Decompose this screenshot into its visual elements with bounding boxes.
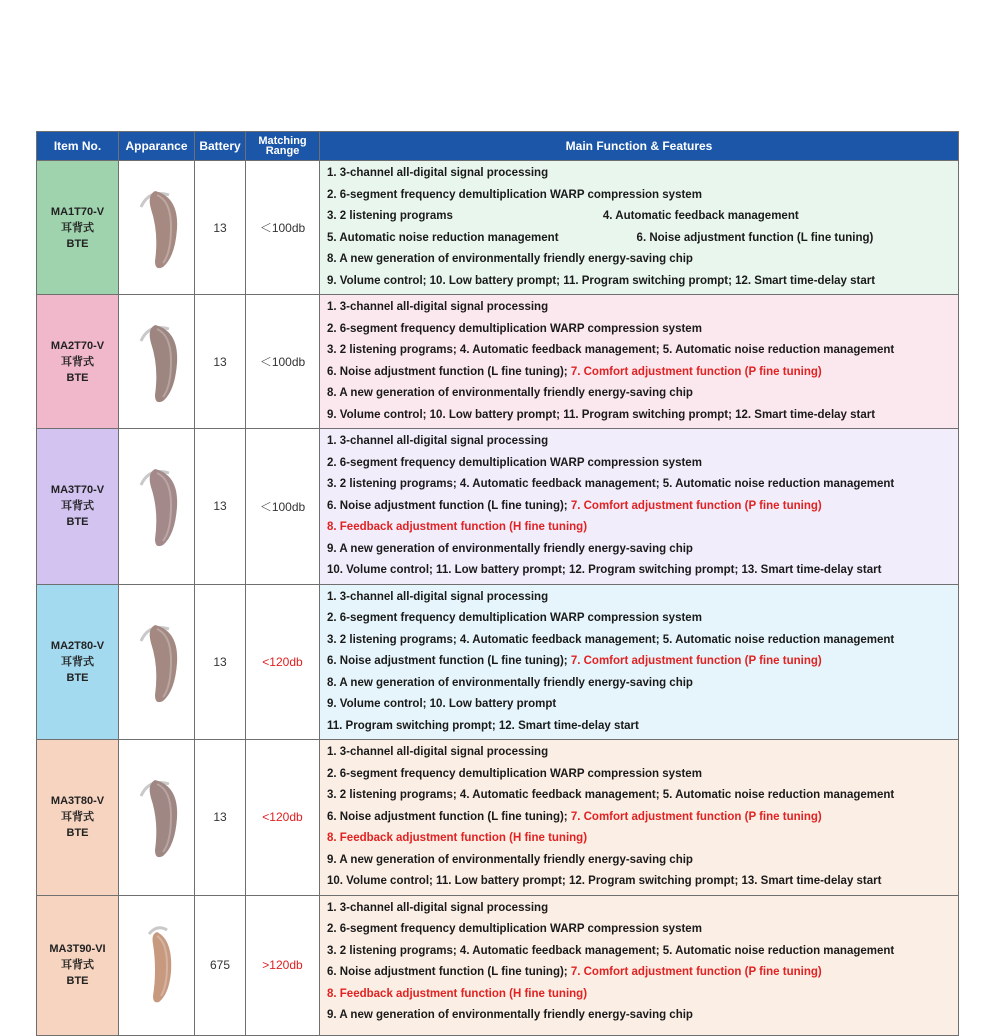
feature-line — [327, 941, 958, 963]
type-label: BTE — [66, 371, 89, 384]
table-body — [37, 161, 959, 1036]
feature-text: 2. 6-segment frequency demultiplication WARP compression system — [327, 456, 702, 469]
appearance-cell — [119, 584, 195, 740]
feature-line — [327, 431, 958, 453]
feature-text: 5. Automatic noise reduction management — [327, 231, 559, 244]
feature-line — [327, 517, 958, 539]
feature-line — [327, 694, 958, 716]
item-no-cell — [37, 740, 119, 896]
type-chinese: 耳背式 — [61, 959, 94, 971]
type-label: BTE — [66, 671, 89, 684]
feature-line — [327, 807, 958, 829]
item-no-cell — [37, 429, 119, 585]
appearance-cell — [119, 161, 195, 295]
matching-range-cell: ＜100db — [246, 295, 320, 429]
hearing-aid-icon — [127, 772, 187, 862]
feature-line — [327, 383, 958, 405]
feature-text: 3. 2 listening programs — [327, 210, 453, 222]
feature-text: 9. Volume control; 10. Low battery prompt; 11. Program switching prompt; 12. Smart time-delay start — [327, 274, 876, 287]
matching-range-cell: <120db — [246, 740, 320, 896]
model-number: MA2T70-V — [50, 339, 105, 352]
model-number: MA1T70-V — [50, 205, 105, 218]
feature-text: 7. Comfort adjustment function (P fine tuning) — [570, 499, 822, 512]
type-chinese: 耳背式 — [61, 655, 94, 668]
product-table-container — [36, 131, 958, 1036]
feature-text: 3. 2 listening programs; 4. Automatic feedback management; 5. Automatic noise reduction management — [327, 344, 895, 356]
feature-text: 2. 6-segment frequency demultiplication WARP compression system — [327, 767, 702, 780]
feature-text: 7. Comfort adjustment function (P fine tuning) — [570, 966, 822, 978]
table-header-row — [37, 132, 959, 161]
product-row — [37, 584, 959, 740]
feature-text: 7. Comfort adjustment function (P fine tuning) — [570, 810, 822, 823]
features-cell — [320, 584, 959, 740]
feature-line — [327, 496, 958, 518]
item-no-cell — [37, 295, 119, 429]
product-row — [37, 429, 959, 585]
appearance-cell — [119, 895, 195, 1035]
feature-line — [327, 163, 958, 185]
feature-text: 7. Comfort adjustment function (P fine tuning) — [570, 655, 822, 667]
product-spec-table — [36, 131, 959, 1036]
feature-line — [327, 673, 958, 695]
hearing-aid-icon — [127, 183, 187, 273]
appearance-cell — [119, 295, 195, 429]
feature-line — [327, 828, 958, 850]
feature-text: 6. Noise adjustment function (L fine tuning); — [327, 966, 571, 978]
matching-range-cell: <120db — [246, 584, 320, 740]
header-battery: Battery — [195, 132, 246, 161]
feature-text: 9. A new generation of environmentally friendly energy-saving chip — [327, 542, 693, 555]
feature-line — [327, 898, 958, 920]
feature-text: 8. A new generation of environmentally friendly energy-saving chip — [327, 253, 693, 265]
feature-text: 6. Noise adjustment function (L fine tuning); — [327, 655, 571, 667]
feature-text: 9. Volume control; 10. Low battery prompt — [327, 698, 557, 710]
type-label: BTE — [66, 237, 89, 250]
type-chinese: 耳背式 — [61, 221, 94, 234]
feature-text: 6. Noise adjustment function (L fine tuning); — [327, 499, 571, 512]
model-number: MA3T80-V — [50, 795, 105, 808]
feature-line — [327, 651, 958, 673]
feature-line — [327, 405, 958, 427]
feature-line — [327, 1005, 958, 1027]
feature-line — [327, 539, 958, 561]
item-no-cell — [37, 584, 119, 740]
feature-line — [327, 206, 958, 228]
feature-line — [327, 716, 958, 738]
battery-cell: 13 — [195, 740, 246, 896]
feature-line — [327, 742, 958, 764]
header-appearance: Apparance — [119, 132, 195, 161]
feature-text: 2. 6-segment frequency demultiplication WARP compression system — [327, 923, 702, 935]
feature-line — [327, 453, 958, 475]
feature-line — [327, 340, 958, 362]
hearing-aid-icon — [127, 920, 187, 1010]
type-chinese: 耳背式 — [61, 500, 94, 513]
feature-line — [327, 560, 958, 582]
matching-range-cell: ＜100db — [246, 429, 320, 585]
feature-line — [327, 919, 958, 941]
header-matching-range: Matching Range — [246, 132, 320, 161]
feature-text: 8. A new generation of environmentally friendly energy-saving chip — [327, 676, 693, 689]
feature-line — [327, 271, 958, 293]
feature-text: 9. Volume control; 10. Low battery prompt; 11. Program switching prompt; 12. Smart time-delay start — [327, 408, 876, 421]
feature-line — [327, 249, 958, 271]
feature-text: 9. A new generation of environmentally friendly energy-saving chip — [327, 1009, 693, 1021]
feature-text: 3. 2 listening programs; 4. Automatic feedback management; 5. Automatic noise reduction management — [327, 633, 895, 646]
feature-text: 2. 6-segment frequency demultiplication WARP compression system — [327, 188, 702, 201]
feature-text: 8. A new generation of environmentally friendly energy-saving chip — [327, 387, 693, 399]
feature-line — [327, 630, 958, 652]
feature-text: 10. Volume control; 11. Low battery prompt; 12. Program switching prompt; 13. Smart time-delay start — [327, 875, 882, 887]
feature-text: 6. Noise adjustment function (L fine tuning) — [636, 231, 874, 244]
feature-line — [327, 474, 958, 496]
feature-text: 4. Automatic feedback management — [602, 210, 799, 222]
hearing-aid-icon — [127, 617, 187, 707]
type-label: BTE — [66, 516, 89, 529]
battery-cell: 13 — [195, 161, 246, 295]
feature-line — [327, 297, 958, 319]
features-cell — [320, 429, 959, 585]
item-no-cell — [37, 895, 119, 1035]
battery-cell: 13 — [195, 429, 246, 585]
model-number: MA3T70-V — [50, 484, 105, 497]
feature-text: 9. A new generation of environmentally friendly energy-saving chip — [327, 853, 693, 866]
feature-line — [327, 764, 958, 786]
feature-line — [327, 587, 958, 609]
feature-line — [327, 362, 958, 384]
feature-text: 2. 6-segment frequency demultiplication WARP compression system — [327, 612, 702, 624]
feature-text: 2. 6-segment frequency demultiplication WARP compression system — [327, 322, 702, 335]
feature-text: 1. 3-channel all-digital signal processing — [327, 590, 549, 603]
feature-line — [327, 608, 958, 630]
appearance-cell — [119, 429, 195, 585]
feature-text: 3. 2 listening programs; 4. Automatic feedback management; 5. Automatic noise reduction management — [327, 478, 895, 490]
feature-text: 1. 3-channel all-digital signal processing — [327, 301, 549, 313]
matching-range-cell: >120db — [246, 895, 320, 1035]
matching-range-cell: ＜100db — [246, 161, 320, 295]
battery-cell: 675 — [195, 895, 246, 1035]
feature-text: 1. 3-channel all-digital signal processing — [327, 746, 549, 758]
feature-line — [327, 962, 958, 984]
feature-text: 8. Feedback adjustment function (H fine tuning) — [327, 987, 588, 1000]
feature-line — [327, 785, 958, 807]
type-label: BTE — [66, 975, 89, 987]
product-row — [37, 740, 959, 896]
type-chinese: 耳背式 — [61, 811, 94, 824]
item-no-cell — [37, 161, 119, 295]
feature-text: 8. Feedback adjustment function (H fine tuning) — [327, 832, 588, 844]
battery-cell: 13 — [195, 295, 246, 429]
header-item-no: Item No. — [37, 132, 119, 161]
features-cell — [320, 161, 959, 295]
product-row — [37, 161, 959, 295]
header-main-function: Main Function & Features — [320, 132, 959, 161]
feature-text: 1. 3-channel all-digital signal processing — [327, 435, 549, 447]
feature-text: 3. 2 listening programs; 4. Automatic feedback management; 5. Automatic noise reduction management — [327, 789, 895, 801]
feature-text: 3. 2 listening programs; 4. Automatic feedback management; 5. Automatic noise reduction management — [327, 944, 895, 957]
type-label: BTE — [66, 827, 89, 840]
model-number: MA2T80-V — [50, 639, 105, 652]
features-cell — [320, 740, 959, 896]
feature-text: 7. Comfort adjustment function (P fine tuning) — [570, 365, 822, 378]
feature-line — [327, 319, 958, 341]
hearing-aid-icon — [127, 461, 187, 551]
model-number: MA3T90-VI — [49, 943, 106, 955]
feature-text: 8. Feedback adjustment function (H fine tuning) — [327, 521, 588, 533]
feature-text: 1. 3-channel all-digital signal processing — [327, 167, 549, 179]
feature-text: 6. Noise adjustment function (L fine tuning); — [327, 810, 571, 823]
features-cell — [320, 895, 959, 1035]
product-row — [37, 295, 959, 429]
feature-text: 11. Program switching prompt; 12. Smart time-delay start — [327, 719, 639, 732]
feature-line — [327, 185, 958, 207]
feature-line — [327, 228, 958, 250]
feature-text: 1. 3-channel all-digital signal processing — [327, 901, 549, 914]
feature-line — [327, 871, 958, 893]
feature-line — [327, 850, 958, 872]
feature-text: 6. Noise adjustment function (L fine tuning); — [327, 365, 571, 378]
appearance-cell — [119, 740, 195, 896]
product-row — [37, 895, 959, 1035]
hearing-aid-icon — [127, 317, 187, 407]
type-chinese: 耳背式 — [61, 355, 94, 368]
feature-line — [327, 984, 958, 1006]
feature-text: 10. Volume control; 11. Low battery prompt; 12. Program switching prompt; 13. Smart time-delay start — [327, 564, 882, 576]
battery-cell: 13 — [195, 584, 246, 740]
features-cell — [320, 295, 959, 429]
